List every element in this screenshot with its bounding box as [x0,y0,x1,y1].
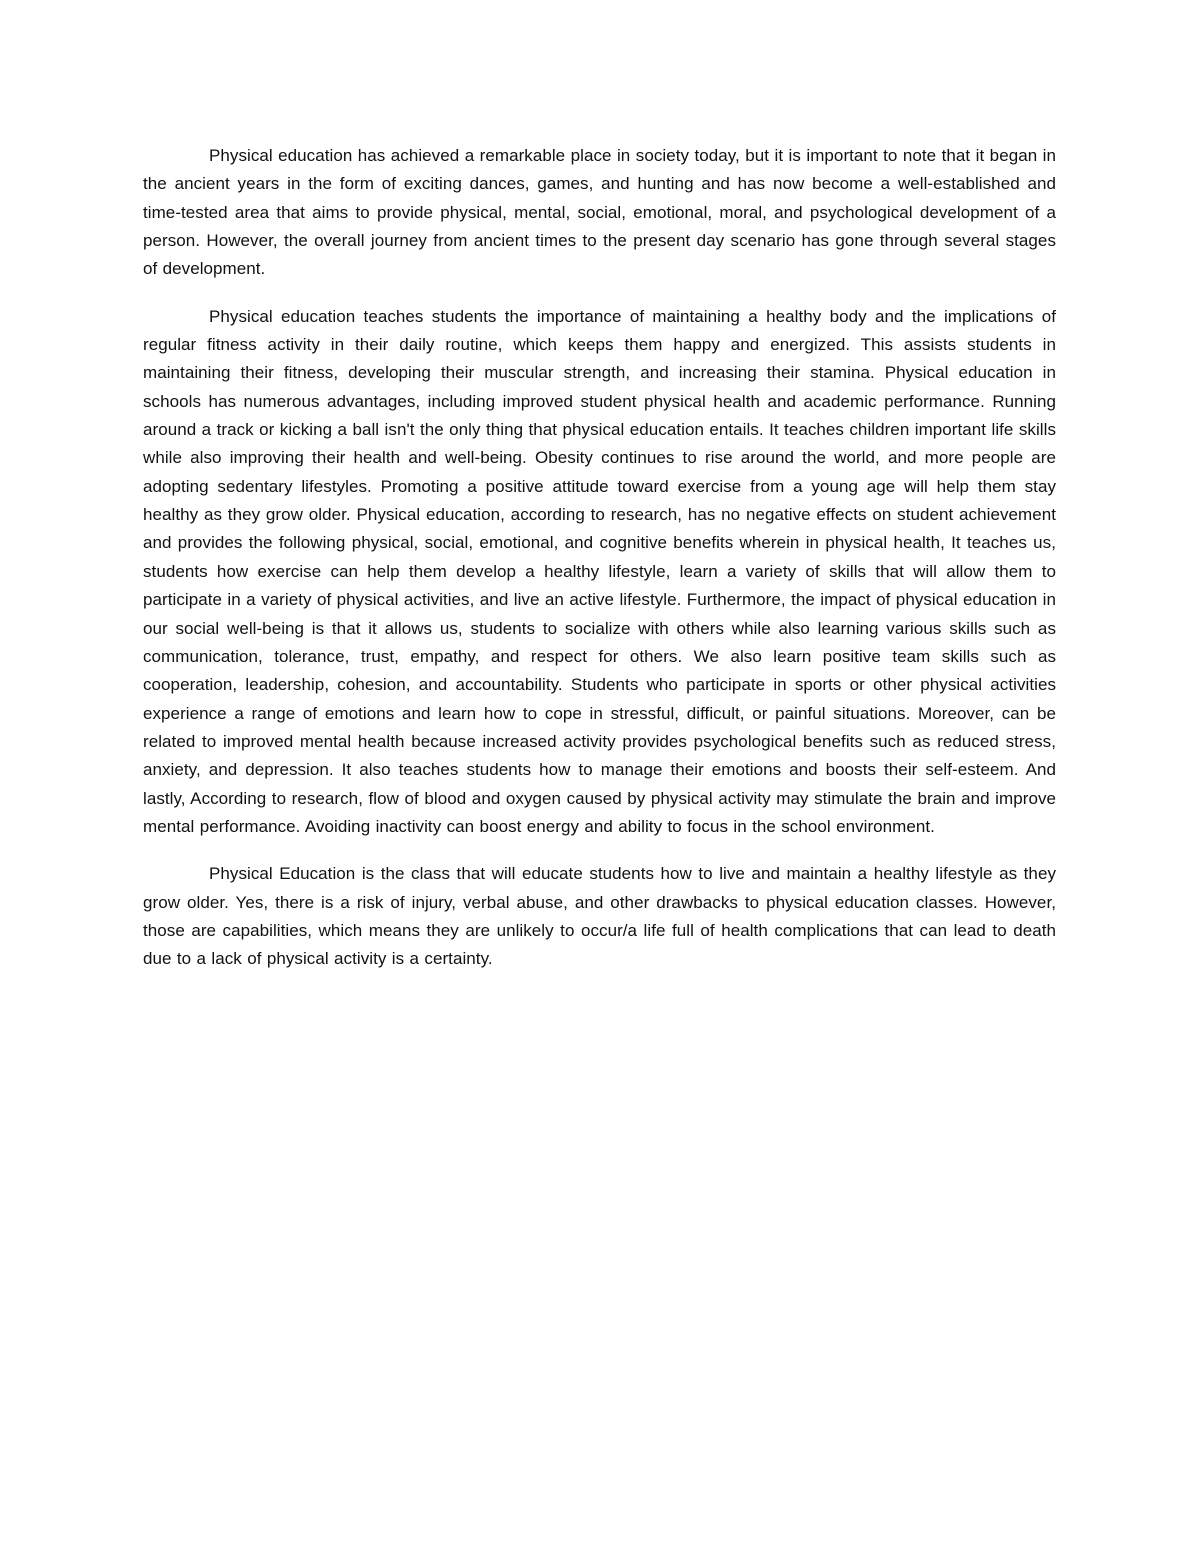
paragraph-benefits: Physical education teaches students the importance of maintaining a healthy body and the implications of regular fitness activity in their daily routine, which keeps them happy and energized. This assists students in maintaining their fitness, developing their muscular strength, and increasing their stamina. Physical education in schools has numerous advantages, including improved student physical health and academic performance. Running around a track or kicking a ball isn't the only thing that physical education entails. It teaches children important life skills while also improving their health and well-being. Obesity continues to rise around the world, and more people are adopting sedentary lifestyles. Promoting a positive attitude toward exercise from a young age will help them stay healthy as they grow older. Physical education, according to research, has no negative effects on student achievement and provides the following physical, social, emotional, and cognitive benefits wherein in physical health, It teaches us, students how exercise can help them develop a healthy lifestyle, learn a variety of skills that will allow them to participate in a variety of physical activities, and live an active lifestyle. Furthermore, the impact of physical education in our social well-being is that it allows us, students to socialize with others while also learning various skills such as communication, tolerance, trust, empathy, and respect for others. We also learn positive team skills such as cooperation, leadership, cohesion, and accountability. Students who participate in sports or other physical activities experience a range of emotions and learn how to cope in stressful, difficult, or painful situations. Moreover, can be related to improved mental health because increased activity provides psychological benefits such as reduced stress, anxiety, and depression. It also teaches students how to manage their emotions and boosts their self-esteem. And lastly, According to research, flow of blood and oxygen caused by physical activity may stimulate the brain and improve mental performance. Avoiding inactivity can boost energy and ability to focus in the school environment. [143,306,1056,836]
paragraph-history: Physical education has achieved a remarkable place in society today, but it is important to note that it began in the ancient years in the form of exciting dances, games, and hunting and has now become a well-established and time-tested area that aims to provide physical, mental, social, emotional, moral, and psychological development of a person. However, the overall journey from ancient times to the present day scenario has gone through several stages of development. [143,146,1056,279]
paragraph-conclusion: Physical Education is the class that will educate students how to live and maintain a healthy lifestyle as they grow older. Yes, there is a risk of injury, verbal abuse, and other drawbacks to physical education classes. However, those are capabilities, which means they are unlikely to occur/a life full of health complications that can lead to death due to a lack of physical activity is a certainty. [143,864,1056,969]
